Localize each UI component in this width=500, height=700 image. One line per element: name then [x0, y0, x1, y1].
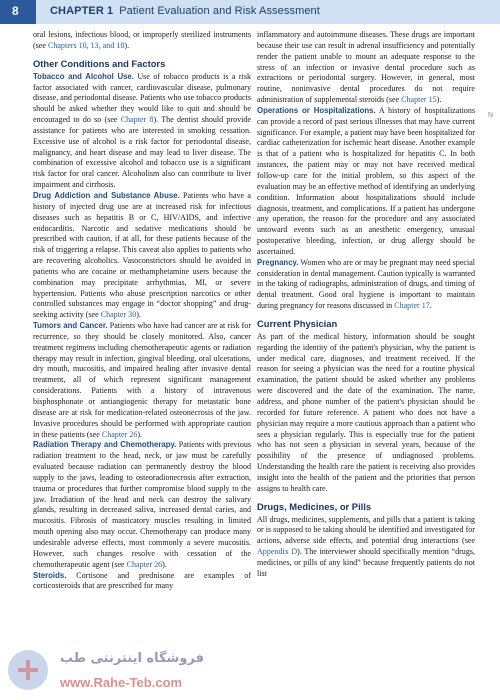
paragraph-operations: Operations or Hospitalizations. A history of hospitalizations can provide a record of past serious illnesses that may have current significance. For example, a patient may have been hospitalized for cardiac catheterization for ischemic heart disease. Another example is that of a patient who is hospitalized for hepatitis C. In both instances, the patient may or may not have received medical follow-up care for the initial problem, so this aspect of the evaluation may be an effective method of identifying an underlying condition. Information about hospitalizations should include diagnosis, treatment, and complications. If a patient has undergone any operation, the reason for the procedure and any associated untoward events such as an anesthetic emergency, unusual postoperative bleeding, infection, or drug allergy should be ascertained.: [257, 105, 475, 256]
section-heading-drugs: Drugs, Medicines, or Pills: [257, 500, 372, 512]
chapter-link[interactable]: Chapter 15: [401, 95, 437, 105]
page-number: 8: [12, 4, 19, 18]
paragraph-pregnancy: Pregnancy. Women who are or may be pregnant may need special consideration in dental management. Caution typically is warranted in the taking of radiographs, administration of drugs, and timing of dental treatment. Good oral hygiene is important to maintain during pregnancy for reasons discussed in Chapter 17.: [257, 257, 475, 311]
chapter-link[interactable]: Chapter 8: [120, 115, 154, 125]
running-head: [50, 5, 320, 17]
section-heading-other-conditions: Other Conditions and Factors: [33, 57, 166, 69]
watermark-logo-icon: [0, 640, 160, 700]
paragraph: oral lesions, infectious blood, or improperly sterilized instruments (see Chapters 10, 13, and 18).: [33, 30, 251, 50]
paragraph-tumors: Tumors and Cancer. Patients who have had cancer are at risk for recurrence, so they should be closely monitored. Also, cancer treatment regimens including chemotherapeutic agents or radiation therapy may result in infection, gingival bleeding, oral ulcerations, dry mouth, mucositis, and impaired healing after invasive dental treatment, all of which represent significant management considerations. Patients with a history of intravenous bisphosphonate or antiangiogenic therapy for metastatic bone disease are at risk for medication-related osteonecrosis of the jaw. Invasive procedures should be performed with appropriate caution in these patients (see Chapter 26).: [33, 321, 251, 439]
chapter-label: CHAPTER 1: [50, 5, 114, 17]
margin-mark: N: [488, 112, 494, 119]
paragraph-radiation: Radiation Therapy and Chemotherapy. Patients with previous radiation treatment to the head, neck, or jaw must be carefully evaluated because radiation can permanently destroy the blood supply to the jaws, leading to osteoradionecrosis after extraction, trauma or procedures that further compromise blood supply to the jaw. Irradiation of the head and neck can destroy the salivary glands, resulting in decreased saliva, increased dental caries, and mucositis. Fibrosis of masticatory muscles resulting in limited mouth opening also may occur. Chemotherapy can produce many undesirable adverse effects, most commonly a severe mucositis. However, such changes resolve with cessation of the chemotherapeutic agent (see Chapter 26).: [33, 440, 251, 569]
watermark-url: www.Rahe-Teb.com: [60, 675, 183, 690]
chapter-link[interactable]: Chapters 10, 13, and 18: [47, 40, 125, 50]
watermark-text: فروشگاه اینترنتی طب: [60, 651, 205, 666]
subheading-steroids: Steroids.: [33, 570, 67, 580]
chapter-link[interactable]: Chapter 17: [394, 301, 430, 311]
right-column: [257, 30, 475, 580]
chapter-link[interactable]: Chapter 30: [100, 310, 137, 320]
paragraph-steroids: Steroids. Cortisone and prednisone are examples of corticosteroids that are prescribed for many: [33, 570, 251, 591]
subheading-operations: Operations or Hospitalizations.: [257, 105, 376, 115]
left-column: [33, 30, 251, 592]
paragraph-physician: As part of the medical history, information should be sought regarding the identity of the patient's physician, why the patient is under medical care, diagnoses, and treatment received. If the reason for seeing a physician was the need for a routine physical examination, the patient should be asked whether any problems were discovered and the date of the examination. The name, address, and phone number of the patient's physician should be recorded for future reference. A patient who does not have a physician may require a more cautious approach than a patient who sees a physician regularly. This is especially true for the patient who has not seen a physician in several years, because of the possibility of the presence of undiagnosed problems. Understanding the health care the patient is receiving also provides insight into the health of the patient and the priorities that person assigns to health care.: [257, 331, 475, 493]
subheading-pregnancy: Pregnancy.: [257, 257, 299, 267]
subheading-tumors: Tumors and Cancer.: [33, 321, 108, 331]
paragraph-drugs: All drugs, medicines, supplements, and pills that a patient is taking or is supposed to be taking should be identified and investigated for actions, adverse side effects, and potential drug interactions (see Appendix D). The interviewer should specifically mention “drugs, medicines, or pills of any kind” because frequently patients do not list: [257, 514, 475, 578]
paragraph-steroids-cont: inflammatory and autoimmune diseases. These drugs are important because their use can result in adrenal insufficiency and potentially render the patient unable to mount an adequate response to the stress of an infection or invasive dental procedure such as extractions or periodontal surgery. However, in general, most routine, noninvasive dental procedures do not require administration of supplemental steroids (see Chapter 15).: [257, 30, 475, 105]
subheading-drug-addiction: Drug Addiction and Substance Abuse.: [33, 190, 180, 200]
paragraph-tobacco: Tobacco and Alcohol Use. Use of tobacco products is a risk factor associated with cancer, cardiovascular disease, pulmonary disease, and periodontal disease. Patients who use tobacco products should be asked whether they would like to quit and should be encouraged to do so (see Chapter 8). The dentist should provide assistance for patients who are interested in smoking cessation. Excessive use of alcohol is a risk factor for periodontal disease, malignancy, and heart disease and may lead to liver disease. The combination of excessive alcohol and tobacco use is a significant risk factor for oral cancer. Alcoholism also can contribute to liver impairment and cirrhosis.: [33, 71, 252, 190]
chapter-title: Patient Evaluation and Risk Assessment: [119, 5, 320, 17]
page-header: [0, 0, 500, 24]
subheading-radiation: Radiation Therapy and Chemotherapy.: [33, 440, 177, 450]
paragraph-drug-addiction: Drug Addiction and Substance Abuse. Patients who have a history of injected drug use are at increased risk for infectious diseases such as hepatitis B or C, HIV/AIDS, and infective endocarditis. Narcotic and sedative medications should be prescribed with caution, if at all, for these patients because of the risk of triggering a relapse. This caveat also applies to patients who are recovering alcoholics. Vasoconstrictors should be avoided in patients who are cocaine or methamphetamine users because the combination may precipitate arrhythmias, MI, or severe hypertension. Patients who abuse prescription narcotics or other controlled substances may engage in “doctor shopping” and drug-seeking activity (see Chapter 30).: [33, 190, 251, 320]
subheading-tobacco: Tobacco and Alcohol Use.: [33, 71, 134, 81]
chapter-link[interactable]: Chapter 26: [126, 559, 163, 569]
page-number-tab: [0, 0, 36, 24]
appendix-link[interactable]: Appendix D: [257, 547, 298, 557]
chapter-link[interactable]: Chapter 26: [101, 429, 138, 439]
section-heading-current-physician: Current Physician: [257, 317, 338, 329]
